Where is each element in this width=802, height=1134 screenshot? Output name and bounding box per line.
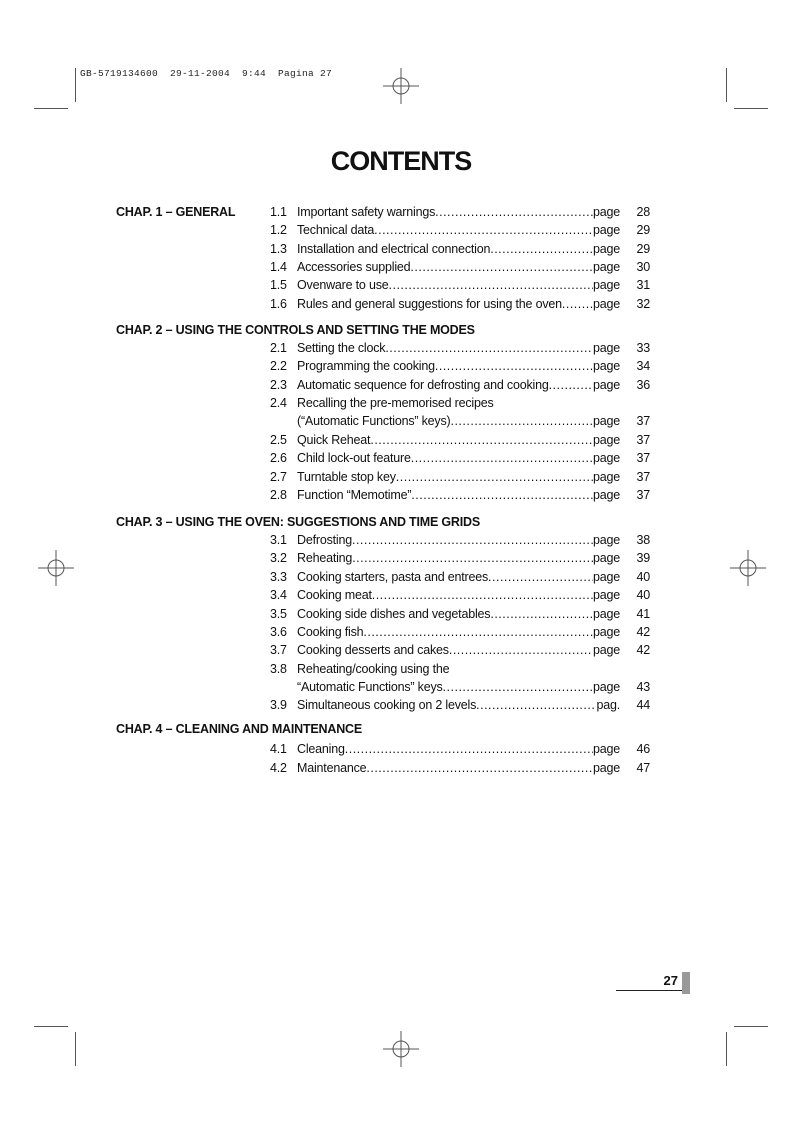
entry-title-line xyxy=(297,260,620,274)
entry-title-line xyxy=(297,607,620,621)
entry-title-line xyxy=(297,223,620,237)
dot-leader xyxy=(396,470,593,484)
toc-entry xyxy=(270,625,650,641)
dot-leader xyxy=(352,551,593,565)
entry-title: Simultaneous cooking on 2 levels xyxy=(297,698,477,712)
entry-page-number: 37 xyxy=(636,470,650,484)
entry-number: 3.9 xyxy=(270,698,287,712)
entry-page-number: 37 xyxy=(636,488,650,502)
entry-title: Reheating xyxy=(297,551,353,565)
dot-leader xyxy=(345,742,593,756)
entry-title: Cooking starters, pasta and entrees xyxy=(297,570,489,584)
toc-entry xyxy=(270,223,650,239)
dot-leader xyxy=(490,242,593,256)
crop-mark xyxy=(734,1026,768,1027)
page-word: page xyxy=(592,625,620,639)
entry-page-number: 39 xyxy=(636,551,650,565)
registration-mark-left xyxy=(36,548,76,588)
entry-title-line xyxy=(297,533,620,547)
dot-leader xyxy=(363,625,593,639)
entry-title: “Automatic Functions” keys xyxy=(297,680,443,694)
entry-page-number: 47 xyxy=(636,761,650,775)
entry-number: 1.2 xyxy=(270,223,287,237)
entry-title: Defrosting xyxy=(297,533,352,547)
entry-number: 2.1 xyxy=(270,341,287,355)
toc-entry xyxy=(270,742,650,758)
entry-title-line xyxy=(297,297,620,311)
registration-mark-right xyxy=(728,548,768,588)
footer-tab-bar xyxy=(682,972,690,994)
toc-entry xyxy=(270,278,650,294)
entry-page-number: 37 xyxy=(636,451,650,465)
toc-entry xyxy=(270,761,650,777)
entry-title: Turntable stop key xyxy=(297,470,396,484)
entry-number: 2.3 xyxy=(270,378,287,392)
entry-page-number: 32 xyxy=(636,297,650,311)
entry-title-line xyxy=(297,742,620,756)
entry-title: Cooking meat xyxy=(297,588,372,602)
entry-title: Ovenware to use xyxy=(297,278,389,292)
toc-entry xyxy=(270,359,650,375)
page-word: page xyxy=(592,297,620,311)
entry-page-number: 28 xyxy=(636,205,650,219)
entry-title: Installation and electrical connection xyxy=(297,242,491,256)
dot-leader xyxy=(562,297,593,311)
entry-page-number: 42 xyxy=(636,625,650,639)
entry-number: 3.2 xyxy=(270,551,287,565)
entry-number: 2.6 xyxy=(270,451,287,465)
entry-number: 3.5 xyxy=(270,607,287,621)
page-word: page xyxy=(592,742,620,756)
toc-entry xyxy=(270,607,650,623)
crop-mark xyxy=(75,1032,76,1066)
entry-title-line xyxy=(297,761,620,775)
entry-number: 3.8 xyxy=(270,662,287,676)
page-word: page xyxy=(592,341,620,355)
dot-leader xyxy=(476,698,596,712)
entry-title-line xyxy=(297,570,620,584)
toc-entry xyxy=(270,488,650,504)
toc-entry xyxy=(270,378,650,394)
crop-mark xyxy=(734,108,768,109)
entry-title-line xyxy=(297,414,620,428)
entry-page-number: 37 xyxy=(636,414,650,428)
dot-leader xyxy=(549,378,593,392)
entry-number: 2.8 xyxy=(270,488,287,502)
entry-title-line xyxy=(297,278,620,292)
page-word: page xyxy=(592,551,620,565)
entry-page-number: 34 xyxy=(636,359,650,373)
entry-title: Programming the cooking xyxy=(297,359,435,373)
dot-leader xyxy=(435,359,593,373)
entry-title: Cooking desserts and cakes xyxy=(297,643,449,657)
entry-page-number: 40 xyxy=(636,570,650,584)
entry-title: Important safety warnings xyxy=(297,205,436,219)
page-word: page xyxy=(592,607,620,621)
entry-title-line xyxy=(297,451,620,465)
page-word: page xyxy=(592,761,620,775)
crop-mark xyxy=(34,1026,68,1027)
page-word: page xyxy=(592,533,620,547)
page-word: page xyxy=(592,223,620,237)
entry-title: (“Automatic Functions” keys) xyxy=(297,414,451,428)
entry-number: 1.3 xyxy=(270,242,287,256)
entry-title: Maintenance xyxy=(297,761,367,775)
dot-leader xyxy=(370,433,593,447)
page-word: pag. xyxy=(596,698,620,712)
toc-entry xyxy=(270,570,650,586)
entry-title: Technical data xyxy=(297,223,375,237)
entry-title-line xyxy=(297,433,620,447)
entry-number: 1.6 xyxy=(270,297,287,311)
toc-entry xyxy=(270,433,650,449)
entry-title: Cooking fish xyxy=(297,625,364,639)
page-word: page xyxy=(592,433,620,447)
entry-title: Rules and general suggestions for using the oven xyxy=(297,297,562,311)
chapter-heading: CHAP. 3 – USING THE OVEN: SUGGESTIONS AND TIME GRIDS xyxy=(116,515,480,529)
page-word: page xyxy=(592,278,620,292)
entry-number: 4.1 xyxy=(270,742,287,756)
entry-page-number: 44 xyxy=(636,698,650,712)
dot-leader xyxy=(389,278,593,292)
dot-leader xyxy=(410,260,593,274)
entry-title: Function “Memotime” xyxy=(297,488,412,502)
toc-entry xyxy=(270,396,650,412)
chapter-heading: CHAP. 2 – USING THE CONTROLS AND SETTING THE MODES xyxy=(116,323,475,337)
page-word: page xyxy=(592,643,620,657)
entry-title: Cooking side dishes and vegetables xyxy=(297,607,491,621)
toc-entry xyxy=(270,341,650,357)
entry-title: Automatic sequence for defrosting and cooking xyxy=(297,378,549,392)
page-word: page xyxy=(592,205,620,219)
entry-page-number: 38 xyxy=(636,533,650,547)
dot-leader xyxy=(450,414,593,428)
entry-page-number: 36 xyxy=(636,378,650,392)
entry-title: Accessories supplied xyxy=(297,260,411,274)
entry-page-number: 37 xyxy=(636,433,650,447)
registration-mark-top xyxy=(381,66,421,106)
toc-entry xyxy=(270,588,650,604)
entry-title-line xyxy=(297,625,620,639)
entry-page-number: 30 xyxy=(636,260,650,274)
entry-title-line xyxy=(297,470,620,484)
dot-leader xyxy=(488,570,593,584)
entry-number: 1.5 xyxy=(270,278,287,292)
dot-leader xyxy=(411,451,593,465)
entry-number: 2.7 xyxy=(270,470,287,484)
page-word: page xyxy=(592,451,620,465)
toc-entry xyxy=(270,205,650,221)
toc-entry xyxy=(270,451,650,467)
entry-title-line xyxy=(297,488,620,502)
print-slug: GB-5719134600 29-11-2004 9:44 Pagina 27 xyxy=(80,68,333,79)
toc-entry xyxy=(270,297,650,313)
entry-page-number: 40 xyxy=(636,588,650,602)
toc-entry xyxy=(270,680,650,696)
entry-number: 2.5 xyxy=(270,433,287,447)
entry-title: Quick Reheat xyxy=(297,433,371,447)
page-word: page xyxy=(592,260,620,274)
entry-title-line xyxy=(297,205,620,219)
chapter-heading: CHAP. 1 – GENERAL xyxy=(116,205,236,219)
page-word: page xyxy=(592,378,620,392)
page-word: page xyxy=(592,470,620,484)
toc-entry xyxy=(270,551,650,567)
entry-number: 3.7 xyxy=(270,643,287,657)
entry-title-line xyxy=(297,588,620,602)
page-word: page xyxy=(592,680,620,694)
dot-leader xyxy=(352,533,593,547)
toc-entry xyxy=(270,533,650,549)
entry-page-number: 42 xyxy=(636,643,650,657)
entry-title: Reheating/cooking using the xyxy=(297,662,450,676)
page-word: page xyxy=(592,570,620,584)
toc-entry xyxy=(270,242,650,258)
entry-title-line xyxy=(297,242,620,256)
footer-rule xyxy=(616,990,682,991)
toc-entry xyxy=(270,470,650,486)
dot-leader xyxy=(435,205,593,219)
toc-entry xyxy=(270,643,650,659)
entry-title-line xyxy=(297,643,620,657)
entry-title-line xyxy=(297,359,620,373)
dot-leader xyxy=(372,588,593,602)
toc-entry xyxy=(270,414,650,430)
entry-page-number: 31 xyxy=(636,278,650,292)
entry-title: Recalling the pre-memorised recipes xyxy=(297,396,494,410)
entry-title-line xyxy=(297,341,620,355)
entry-number: 3.3 xyxy=(270,570,287,584)
toc-entry xyxy=(270,662,650,678)
entry-page-number: 29 xyxy=(636,223,650,237)
entry-page-number: 46 xyxy=(636,742,650,756)
entry-number: 2.2 xyxy=(270,359,287,373)
crop-mark xyxy=(726,1032,727,1066)
crop-mark xyxy=(75,68,76,102)
toc-entry xyxy=(270,698,650,714)
entry-number: 4.2 xyxy=(270,761,287,775)
entry-number: 3.4 xyxy=(270,588,287,602)
page-word: page xyxy=(592,488,620,502)
page-word: page xyxy=(592,414,620,428)
dot-leader xyxy=(374,223,593,237)
crop-mark xyxy=(726,68,727,102)
page-word: page xyxy=(592,242,620,256)
entry-number: 2.4 xyxy=(270,396,287,410)
entry-number: 1.1 xyxy=(270,205,287,219)
entry-number: 3.1 xyxy=(270,533,287,547)
page-word: page xyxy=(592,588,620,602)
toc-entry xyxy=(270,260,650,276)
entry-title: Setting the clock xyxy=(297,341,386,355)
entry-number: 3.6 xyxy=(270,625,287,639)
entry-page-number: 43 xyxy=(636,680,650,694)
page-word: page xyxy=(592,359,620,373)
entry-title-line xyxy=(297,551,620,565)
entry-page-number: 29 xyxy=(636,242,650,256)
dot-leader xyxy=(385,341,593,355)
dot-leader xyxy=(449,643,593,657)
entry-title-line xyxy=(297,680,620,694)
entry-page-number: 33 xyxy=(636,341,650,355)
page-title: CONTENTS xyxy=(330,146,472,176)
dot-leader xyxy=(366,761,593,775)
entry-title: Child lock-out feature xyxy=(297,451,411,465)
registration-mark-bottom xyxy=(381,1029,421,1069)
entry-title-line xyxy=(297,698,620,712)
entry-title-line xyxy=(297,378,620,392)
entry-number: 1.4 xyxy=(270,260,287,274)
dot-leader xyxy=(443,680,593,694)
dot-leader xyxy=(490,607,593,621)
entry-page-number: 41 xyxy=(636,607,650,621)
crop-mark xyxy=(34,108,68,109)
dot-leader xyxy=(411,488,593,502)
entry-title: Cleaning xyxy=(297,742,345,756)
chapter-heading: CHAP. 4 – CLEANING AND MAINTENANCE xyxy=(116,722,363,736)
page-number: 27 xyxy=(663,973,678,988)
